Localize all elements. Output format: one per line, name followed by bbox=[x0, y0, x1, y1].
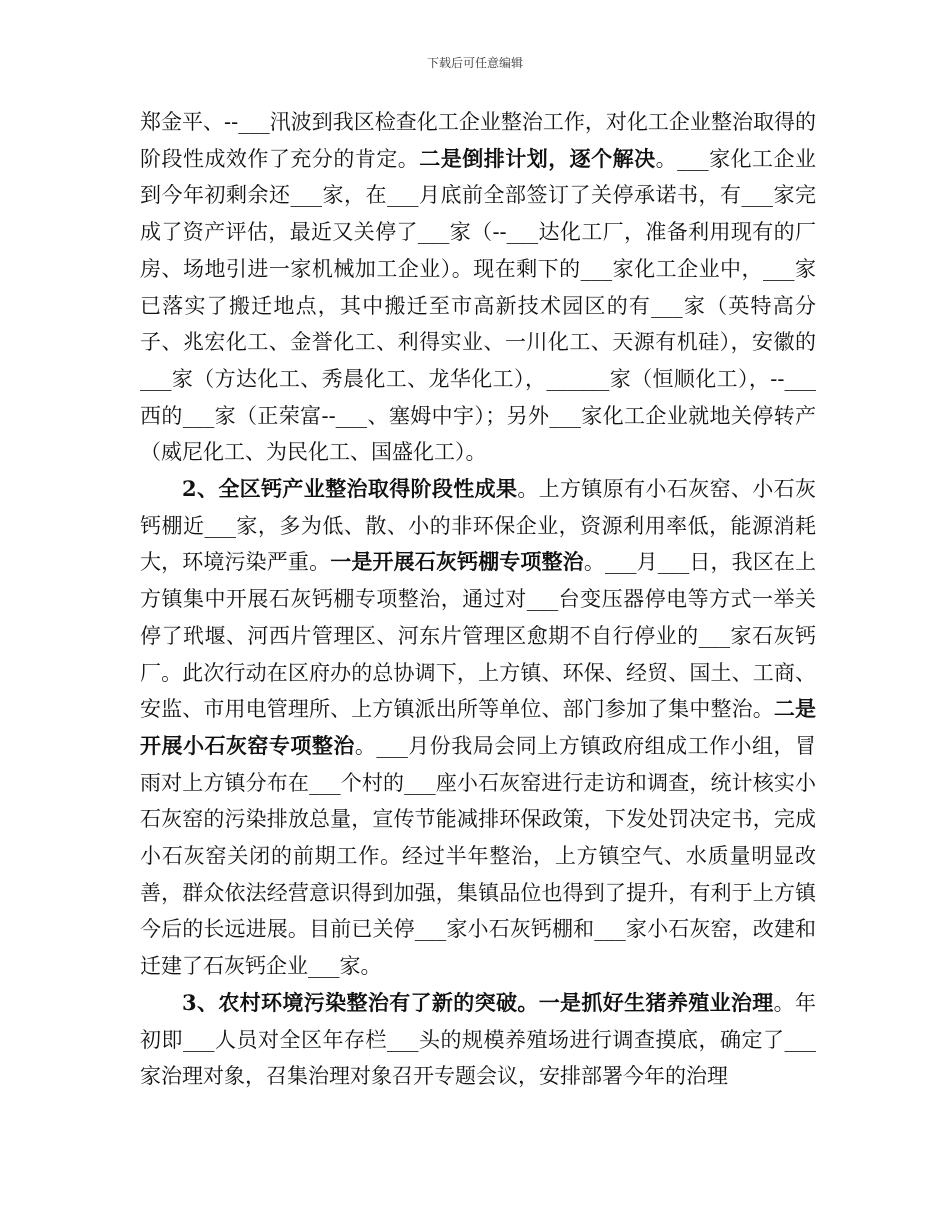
text-segment: 。___月___日，我区在上方镇集中开展石灰钙棚专项整治，通过对___台变压器停电等方式一举关停了玳堰、河西片管理区、河东片管理区愈期不自行停业的___家石灰钙厂。此次行动在区府办的总协调下，上方镇、环保、经贸、国土、工商、安监、市用电管理所、上方镇派出所等单位、部门参加了集中整治。 bbox=[140, 550, 817, 722]
page-header-note: 下载后可任意编辑 bbox=[426, 56, 523, 70]
bold-heading: 3、农村环境污染整治有了新的突破。一是抓好生猪养殖业治理 bbox=[182, 989, 774, 1015]
text-segment: 。___月份我局会同上方镇政府组成工作小组，冒雨对上方镇分布在___个村的___座小石灰窑进行走访和调查，统计核实小石灰窑的污染排放总量，宣传节能减排环保政策，下发处罚决定书，完成小石灰窑关闭的前期工作。经过半年整治，上方镇空气、水质量明显改善，群众依法经营意识得到加强，集镇品位也得到了提升，有利于上方镇今后的长远进展。目前已关停___家小石灰钙棚和___家小石灰窑，改建和迁建了石灰钙企业___家。 bbox=[140, 733, 817, 979]
paragraph-3 bbox=[140, 985, 816, 1095]
document-body bbox=[140, 104, 816, 1095]
text-segment: 郑金平、--___汛波到我区检查化工企业整治工作，对化工企业整治取得的阶段性成效作了充分的肯定。 bbox=[140, 110, 816, 171]
bold-heading: 2、全区钙产业整治取得阶段性成果 bbox=[182, 476, 518, 502]
bold-heading: 一是开展石灰钙棚专项整治 bbox=[330, 549, 584, 575]
text-segment: 。___家化工企业到今年初剩余还___家，在___月底前全部签订了关停承诺书，有___家完成了资产评估，最近又关停了___家（--___达化工厂，准备利用现有的厂房、场地引进一家机械加工企业）。现在剩下的___家化工企业中，___家已落实了搬迁地点，其中搬迁至市高新技术园区的有___家（英特高分子、兆宏化工、金誉化工、利得实业、一川化工、天源有机硅），安徽的___家（方达化工、秀晨化工、龙华化工），______家（恒顺化工），--___西的___家（正荣富--___、塞姆中宇）；另外___家化工企业就地关停转产（威尼化工、为民化工、国盛化工）。 bbox=[140, 146, 817, 465]
bold-heading: 二是倒排计划，逐个解决 bbox=[419, 145, 656, 171]
text-segment: 。上方镇原有小石灰窑、小石灰钙棚近___家，多为低、散、小的非环保企业，资源利用率低，能源消耗大，环境污染严重。 bbox=[140, 477, 816, 575]
paragraph-2 bbox=[140, 471, 816, 985]
paragraph-1 bbox=[140, 104, 816, 471]
bold-heading: 二是开展小石灰窑专项整治 bbox=[140, 696, 817, 758]
text-segment: 。年初即___人员对全区年存栏___头的规模养殖场进行调查摸底，确定了___家治理对象，召集治理对象召开专题会议，安排部署今年的治理 bbox=[140, 990, 817, 1089]
